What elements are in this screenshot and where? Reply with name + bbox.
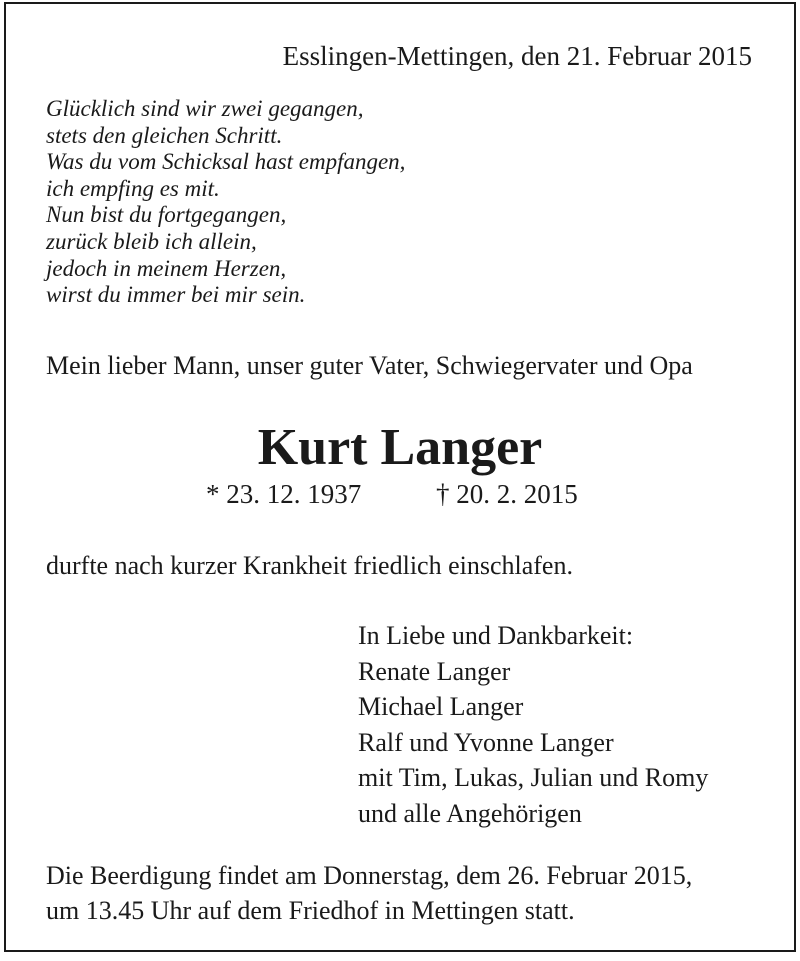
poem	[46, 96, 405, 309]
signer-line: Michael Langer	[358, 692, 524, 722]
intro-text: Mein lieber Mann, unser guter Vater, Schwiegervater und Opa	[46, 351, 693, 380]
poem-line: Nun bist du fortgegangen,	[46, 202, 287, 228]
funeral-line: Die Beerdigung findet am Donnerstag, dem 26. Februar 2015,	[46, 861, 693, 890]
signer-line: In Liebe und Dankbarkeit:	[358, 621, 634, 650]
signer-line: Ralf und Yvonne Langer	[358, 727, 614, 757]
signer-line: und alle Angehörigen	[358, 798, 582, 828]
signer-line: mit Tim, Lukas, Julian und Romy	[358, 763, 709, 793]
poem-line: zurück bleib ich allein,	[46, 228, 257, 254]
signer-line: Renate Langer	[358, 656, 511, 686]
place-date: Esslingen-Mettingen, den 21. Februar 2015	[282, 41, 752, 71]
poem-line: Was du vom Schicksal hast empfangen,	[46, 149, 406, 175]
funeral-info	[46, 858, 692, 928]
passing-sentence: durfte nach kurzer Krankheit friedlich einschlafen.	[46, 551, 573, 580]
poem-line: stets den gleichen Schritt.	[46, 122, 283, 148]
poem-line: ich empfing es mit.	[46, 175, 220, 201]
funeral-line: um 13.45 Uhr auf dem Friedhof in Mettingen statt.	[46, 896, 575, 925]
poem-line: wirst du immer bei mir sein.	[46, 282, 306, 308]
death-date: † 20. 2. 2015	[436, 479, 578, 509]
poem-line: Glücklich sind wir zwei gegangen,	[46, 96, 364, 121]
poem-line: jedoch in meinem Herzen,	[46, 255, 287, 281]
deceased-name: Kurt Langer	[257, 419, 543, 476]
signers-block	[358, 618, 708, 832]
birth-date: * 23. 12. 1937	[206, 479, 362, 509]
